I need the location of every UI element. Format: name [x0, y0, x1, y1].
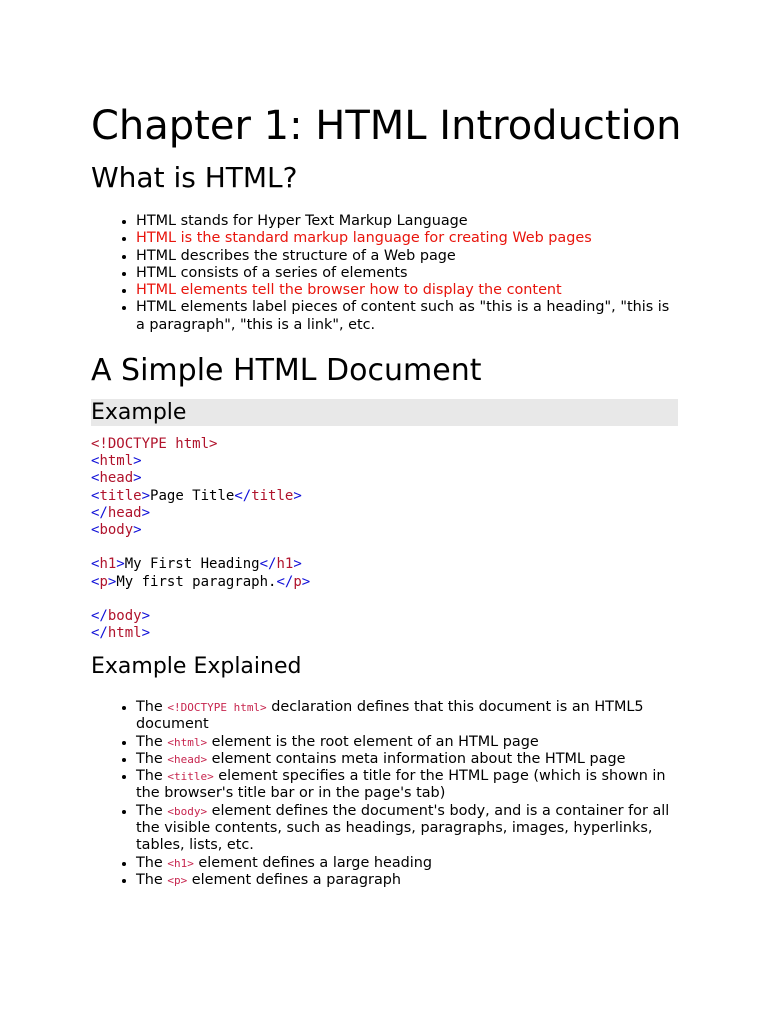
list-item-prefix: The — [136, 699, 168, 715]
example-explained-list — [91, 699, 679, 889]
inline-code: <title> — [167, 770, 214, 784]
list-item-text: HTML is the standard markup language for creating Web pages — [136, 230, 592, 247]
list-item — [136, 872, 679, 889]
list-item-prefix: The — [136, 768, 168, 785]
code-tag: title — [251, 487, 294, 504]
code-example: <!DOCTYPE html> <html> <head> <title>Page Title</title> </head> <body> <h1>My First Heading</h1> <p>My first paragraph.</p> </body> </html> — [91, 436, 311, 642]
list-item-prefix: The — [136, 802, 168, 819]
list-item-text: element defines a paragraph — [187, 871, 402, 888]
inline-code: <html> — [167, 735, 208, 749]
list-item-text: HTML stands for Hyper Text Markup Language — [136, 213, 468, 229]
list-item — [136, 299, 679, 334]
inline-code: <head> — [167, 752, 208, 766]
code-text: My first paragraph. — [116, 573, 277, 590]
list-item-text: element defines a large heading — [193, 854, 433, 871]
list-item — [136, 699, 679, 734]
code-tag: head — [99, 470, 134, 487]
list-item-text: HTML consists of a series of elements — [136, 264, 408, 281]
code-tag: p — [99, 573, 108, 590]
code-tag: html — [99, 453, 134, 470]
list-item — [136, 768, 679, 803]
list-item — [136, 265, 679, 282]
code-text: My First Heading — [124, 556, 260, 573]
code-tag: title — [99, 487, 142, 504]
list-item-text: element is the root element of an HTML page — [207, 733, 539, 750]
code-tag: p — [293, 573, 302, 590]
inline-code: <p> — [167, 873, 188, 887]
code-tag: h1 — [276, 556, 294, 573]
list-item — [136, 751, 679, 768]
section-heading-what-is-html: What is HTML? — [91, 161, 298, 194]
code-tag: head — [107, 504, 142, 521]
list-item — [136, 282, 679, 299]
section-heading-simple-document: A Simple HTML Document — [91, 353, 482, 388]
list-item-text: declaration defines that this document is an HTML5 document — [136, 699, 644, 733]
chapter-title: Chapter 1: HTML Introduction — [91, 103, 682, 149]
list-item-text: HTML elements tell the browser how to display the content — [136, 282, 562, 299]
list-item-text: element defines the document's body, and is a container for all the visible contents, such as headings, paragraphs, images, hyperlinks, tables, lists, etc. — [136, 802, 670, 854]
list-item — [136, 248, 679, 265]
inline-code: <body> — [167, 804, 208, 818]
inline-code: <h1> — [167, 856, 194, 870]
list-item-text: HTML elements label pieces of content such as "this is a heading", "this is a paragraph", "this is a link", etc. — [136, 299, 670, 333]
list-item-text: element contains meta information about the HTML page — [207, 750, 626, 767]
list-item — [136, 803, 679, 855]
what-is-html-list — [91, 213, 679, 334]
code-doctype: <!DOCTYPE html> — [91, 436, 218, 452]
code-tag: h1 — [99, 556, 117, 573]
section-heading-example-explained: Example Explained — [91, 654, 302, 679]
list-item — [136, 734, 679, 751]
code-tag: body — [99, 522, 134, 539]
code-tag: body — [107, 608, 142, 625]
list-item-text: element specifies a title for the HTML page (which is shown in the browser's title bar or in the page's tab) — [136, 768, 666, 802]
list-item — [136, 230, 679, 247]
list-item-prefix: The — [136, 854, 168, 871]
list-item-text: HTML describes the structure of a Web page — [136, 247, 456, 264]
inline-code: <!DOCTYPE html> — [167, 701, 267, 714]
code-tag: html — [107, 625, 142, 642]
example-header-bar — [91, 399, 678, 426]
list-item-prefix: The — [136, 871, 168, 888]
list-item — [136, 213, 679, 230]
list-item-prefix: The — [136, 750, 168, 767]
example-label: Example — [91, 400, 187, 425]
list-item — [136, 855, 679, 872]
list-item-prefix: The — [136, 733, 168, 750]
code-text: Page Title — [150, 487, 235, 504]
